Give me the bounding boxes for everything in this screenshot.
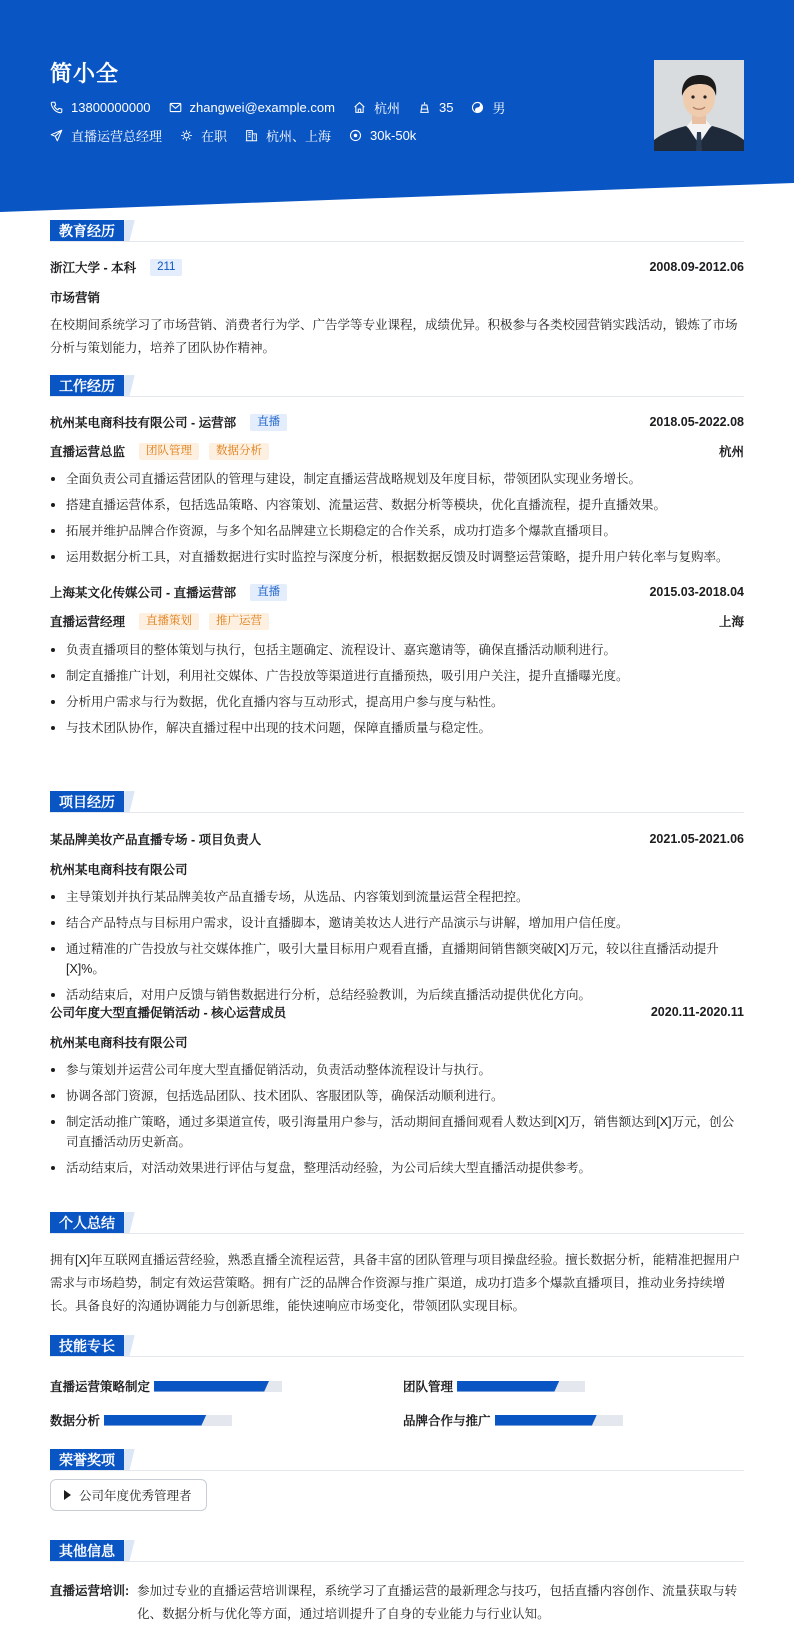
gender-icon xyxy=(471,101,484,114)
resume-header xyxy=(0,0,794,212)
skill-bar-fill xyxy=(104,1415,206,1426)
major-row xyxy=(50,288,744,306)
job-date: 2015.03-2018.04 xyxy=(649,585,744,599)
list-item: 制定直播推广计划，利用社交媒体、广告投放等渠道进行直播预热，吸引用户关注，提升直播曝光度。 xyxy=(50,666,744,686)
company-name: 杭州某电商科技有限公司 - 运营部 xyxy=(50,416,237,430)
city-text: 杭州、上海 xyxy=(266,129,332,144)
education-header xyxy=(50,258,744,276)
email-text: zhangwei@example.com xyxy=(189,100,335,115)
divider xyxy=(50,241,744,242)
project-details xyxy=(50,1060,744,1184)
skill-name: 直播运营策略制定 xyxy=(50,1380,151,1394)
section-title-skills: 技能专长 xyxy=(50,1335,124,1357)
section-work xyxy=(50,375,744,397)
candidate-name: 简小全 xyxy=(50,61,120,86)
job-responsibilities xyxy=(50,469,744,573)
gender-item xyxy=(471,98,505,117)
section-title-other: 其他信息 xyxy=(50,1540,124,1562)
summary-text: 拥有[X]年互联网直播运营经验，熟悉直播全流程运营，具备丰富的团队管理与项目操盘经验。擅长数据分析，能精准把握用户需求与市场趋势，制定有效运营策略。拥有广泛的品牌合作资源与推广渠道，成功打造多个爆款直播项目，推动业务持续增长。具备良好的沟通协调能力与创新思维，能快速响应市场变化，带领团队实现目标。 xyxy=(50,1253,741,1313)
salary-text: 30k-50k xyxy=(370,128,417,143)
phone-icon xyxy=(50,101,63,114)
divider xyxy=(50,1470,744,1471)
profile-photo xyxy=(654,60,744,151)
list-item: 活动结束后，对活动效果进行评估与复盘，整理活动经验，为公司后续大型直播活动提供参考。 xyxy=(50,1158,744,1178)
status-item xyxy=(180,126,227,145)
skill-bar xyxy=(104,1415,232,1426)
city-item xyxy=(245,126,331,145)
list-item: 结合产品特点与目标用户需求，设计直播脚本，邀请美妆达人进行产品演示与讲解，增加用户信任度。 xyxy=(50,913,744,933)
section-title-honors: 荣誉奖项 xyxy=(50,1449,124,1471)
job-intent-row xyxy=(50,126,434,145)
list-item: 制定活动推广策略，通过多渠道宣传，吸引海量用户参与，活动期间直播间观看人数达到[X]万，销售额达到[X]万元，创公司直播活动历史新高。 xyxy=(50,1112,744,1152)
project-company: 杭州某电商科技有限公司 xyxy=(50,1036,188,1050)
list-item: 主导策划并执行某品牌美妆产品直播专场，从选品、内容策划到流量运营全程把控。 xyxy=(50,887,744,907)
home-icon xyxy=(353,101,366,114)
education-date: 2008.09-2012.06 xyxy=(649,260,744,274)
salary-item xyxy=(349,128,416,143)
skill-bar-fill xyxy=(154,1381,269,1392)
other-label: 直播运营培训: xyxy=(50,1584,130,1598)
age-icon xyxy=(418,101,431,114)
play-icon xyxy=(64,1490,71,1500)
project-date: 2020.11-2020.11 xyxy=(650,1005,744,1019)
email-item xyxy=(169,100,335,115)
divider xyxy=(50,1233,744,1234)
divider xyxy=(50,812,744,813)
other-info xyxy=(50,1580,744,1626)
other-text: 参加过专业的直播运营培训课程，系统学习了直播运营的最新理念与技巧，包括直播内容创作、流量获取与转化、数据分析与优化等方面，通过培训提升了自身的专业能力与行业认知。 xyxy=(137,1584,738,1621)
mail-icon xyxy=(169,101,182,114)
list-item: 通过精准的广告投放与社交媒体推广，吸引大量目标用户观看直播，直播期间销售额突破[X]万元，较以往直播活动提升[X]%。 xyxy=(50,939,744,979)
project-details xyxy=(50,887,744,1011)
school-name: 浙江大学 - 本科 xyxy=(50,261,137,275)
honor-text: 公司年度优秀管理者 xyxy=(79,1489,192,1503)
project-date: 2021.05-2021.06 xyxy=(649,832,744,846)
honor-item xyxy=(50,1479,207,1511)
list-item: 与技术团队协作，解决直播过程中出现的技术问题，保障直播质量与稳定性。 xyxy=(50,718,744,738)
skill-bar xyxy=(154,1381,282,1392)
list-item: 全面负责公司直播运营团队的管理与建设，制定直播运营战略规划及年度目标，带领团队实现业务增长。 xyxy=(50,469,744,489)
home-text: 杭州 xyxy=(373,101,400,116)
project-name: 某品牌美妆产品直播专场 - 项目负责人 xyxy=(50,833,262,847)
project-company: 杭州某电商科技有限公司 xyxy=(50,863,188,877)
section-other xyxy=(50,1540,744,1562)
company-name: 上海某文化传媒公司 - 直播运营部 xyxy=(50,586,237,600)
list-item: 协调各部门资源，包括选品团队、技术团队、客服团队等，确保活动顺利进行。 xyxy=(50,1086,744,1106)
project-name: 公司年度大型直播促销活动 - 核心运营成员 xyxy=(50,1006,287,1020)
job-city: 杭州 xyxy=(718,445,744,459)
status-icon xyxy=(180,129,193,142)
gender-text: 男 xyxy=(492,101,506,116)
department-badge: 直播 xyxy=(250,414,287,431)
skill-name: 团队管理 xyxy=(403,1380,454,1394)
section-projects xyxy=(50,791,744,813)
position-text: 直播运营总经理 xyxy=(71,129,163,144)
job-city: 上海 xyxy=(718,615,744,629)
section-title-summary: 个人总结 xyxy=(50,1212,124,1234)
job-header xyxy=(50,583,744,601)
skill-name: 数据分析 xyxy=(50,1414,101,1428)
send-icon xyxy=(50,129,63,142)
position-item xyxy=(50,126,162,145)
education-description: 在校期间系统学习了市场营销、消费者行为学、广告学等专业课程，成绩优异。积极参与各类校园营销实践活动，锻炼了市场分析与策划能力，培养了团队协作精神。 xyxy=(50,318,738,355)
phone-text: 13800000000 xyxy=(71,100,151,115)
phone-item xyxy=(50,100,151,115)
list-item: 运用数据分析工具，对直播数据进行实时监控与深度分析，根据数据反馈及时调整运营策略，提升用户转化率与复购率。 xyxy=(50,547,744,567)
skill-tag: 团队管理 xyxy=(139,443,199,460)
list-item: 拓展并维护品牌合作资源，与多个知名品牌建立长期稳定的合作关系，成功打造多个爆款直播项目。 xyxy=(50,521,744,541)
skill-item xyxy=(403,1377,585,1395)
job-header xyxy=(50,413,744,431)
section-skills xyxy=(50,1335,744,1357)
skill-item xyxy=(50,1411,232,1429)
skill-tag: 直播策划 xyxy=(139,613,199,630)
job-responsibilities xyxy=(50,640,744,744)
status-text: 在职 xyxy=(201,129,228,144)
list-item: 参与策划并运营公司年度大型直播促销活动，负责活动整体流程设计与执行。 xyxy=(50,1060,744,1080)
list-item: 分析用户需求与行为数据，优化直播内容与互动形式，提高用户参与度与粘性。 xyxy=(50,692,744,712)
department-badge: 直播 xyxy=(250,584,287,601)
list-item: 活动结束后，对用户反馈与销售数据进行分析，总结经验教训，为后续直播活动提供优化方向。 xyxy=(50,985,744,1005)
skill-bar-fill xyxy=(495,1415,597,1426)
divider xyxy=(50,1356,744,1357)
skill-item xyxy=(50,1377,282,1395)
section-honors xyxy=(50,1449,744,1471)
age-text: 35 xyxy=(438,100,454,115)
project-company-row xyxy=(50,1033,744,1051)
section-title-education: 教育经历 xyxy=(50,220,124,242)
divider xyxy=(50,1561,744,1562)
list-item: 搭建直播运营体系，包括选品策略、内容策划、流量运营、数据分析等模块，优化直播流程，提升直播效果。 xyxy=(50,495,744,515)
job-role: 直播运营总监 xyxy=(50,445,126,459)
major-name: 市场营销 xyxy=(50,291,101,305)
skill-bar-fill xyxy=(457,1381,559,1392)
project-header xyxy=(50,1003,744,1021)
section-title-projects: 项目经历 xyxy=(50,791,124,813)
skill-bar xyxy=(457,1381,585,1392)
section-title-work: 工作经历 xyxy=(50,375,124,397)
school-badge: 211 xyxy=(150,259,182,276)
job-role-row xyxy=(50,612,744,630)
list-item: 负责直播项目的整体策划与执行，包括主题确定、流程设计、嘉宾邀请等，确保直播活动顺利进行。 xyxy=(50,640,744,660)
project-company-row xyxy=(50,860,744,878)
skill-item xyxy=(403,1411,623,1429)
skill-name: 品牌合作与推广 xyxy=(403,1414,491,1428)
contact-row xyxy=(50,98,523,117)
age-item xyxy=(418,100,453,115)
home-item xyxy=(353,98,400,117)
section-education xyxy=(50,220,744,242)
job-date: 2018.05-2022.08 xyxy=(649,415,744,429)
job-role-row xyxy=(50,442,744,460)
salary-icon xyxy=(349,129,362,142)
skill-bar xyxy=(495,1415,623,1426)
building-icon xyxy=(245,129,258,142)
section-summary xyxy=(50,1212,744,1234)
project-header xyxy=(50,830,744,848)
divider xyxy=(50,396,744,397)
job-role: 直播运营经理 xyxy=(50,615,126,629)
skill-tag: 数据分析 xyxy=(209,443,269,460)
skill-tag: 推广运营 xyxy=(209,613,269,630)
